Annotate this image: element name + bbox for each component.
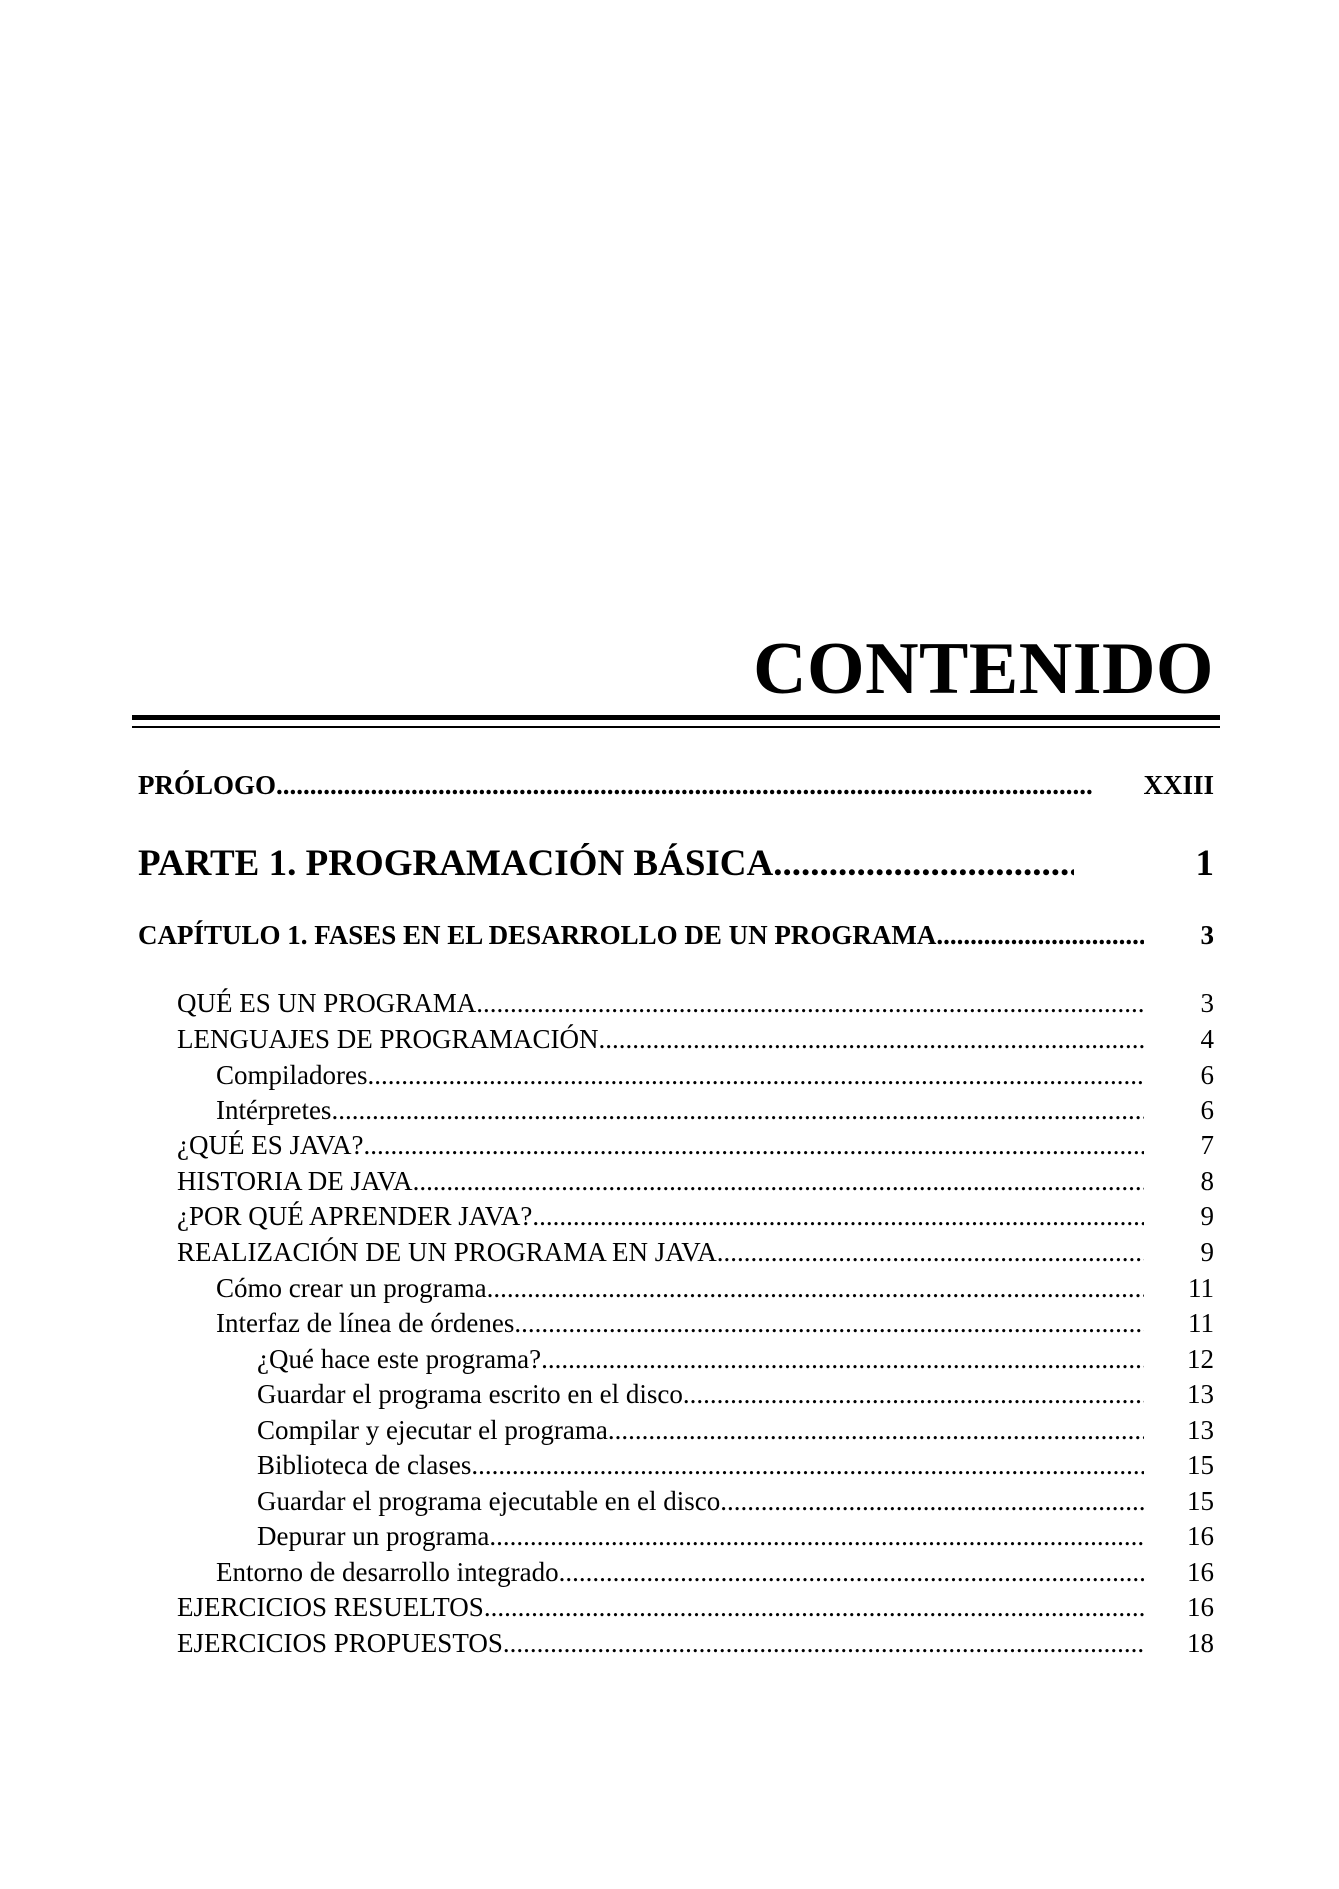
toc-entry-title: Compiladores <box>216 1060 368 1090</box>
toc-leader-dots <box>471 1450 1144 1481</box>
toc-entry <box>177 1024 1214 1055</box>
toc-entry-title: EJERCICIOS RESUELTOS <box>177 1592 484 1622</box>
toc-entry <box>138 843 1214 886</box>
toc-entry-page: 13 <box>1187 1415 1214 1445</box>
toc-entry-title: PRÓLOGO <box>138 770 277 800</box>
toc-entry-title: ¿POR QUÉ APRENDER JAVA? <box>177 1201 533 1231</box>
toc-entry-page: 1 <box>1195 843 1214 884</box>
toc-entry-title: Cómo crear un programa <box>216 1273 487 1303</box>
toc-entry-title: Compilar y ejecutar el programa <box>257 1415 608 1445</box>
toc-entry <box>257 1521 1214 1552</box>
toc-entry-page: XXIII <box>1143 770 1214 800</box>
toc-entry-title: PARTE 1. PROGRAMACIÓN BÁSICA <box>138 843 774 884</box>
toc-entry-page: 15 <box>1187 1450 1214 1480</box>
toc-entry-page: 6 <box>1200 1095 1214 1125</box>
toc-entry <box>177 1628 1214 1659</box>
toc-entry <box>177 1166 1214 1197</box>
toc-entry-title: Depurar un programa <box>257 1521 490 1551</box>
toc-entry-title: Intérpretes <box>216 1095 332 1125</box>
toc-entry <box>216 1060 1214 1091</box>
toc-entry-page: 3 <box>1200 920 1214 950</box>
toc-leader-dots <box>717 1237 1144 1268</box>
toc-entry <box>177 1201 1214 1232</box>
toc-leader-dots <box>276 770 1092 801</box>
toc-leader-dots <box>720 1486 1144 1517</box>
toc-leader-dots <box>514 1308 1144 1339</box>
toc-entry <box>257 1486 1214 1517</box>
toc-entry-page: 16 <box>1187 1521 1214 1551</box>
toc-entry <box>216 1273 1214 1304</box>
toc-entry-title: ¿Qué hace este programa? <box>257 1344 542 1374</box>
toc-entry-title: REALIZACIÓN DE UN PROGRAMA EN JAVA <box>177 1237 717 1267</box>
toc-entry-title: EJERCICIOS PROPUESTOS <box>177 1628 503 1658</box>
toc-leader-dots <box>489 1521 1144 1552</box>
toc-entry-page: 9 <box>1200 1237 1214 1267</box>
title-rule-thin <box>132 726 1220 728</box>
toc-entry-page: 16 <box>1187 1557 1214 1587</box>
toc-entry-page: 11 <box>1188 1308 1214 1338</box>
toc-entry-page: 16 <box>1187 1592 1214 1622</box>
toc-entry-page: 4 <box>1200 1024 1214 1054</box>
toc-entry-title: ¿QUÉ ES JAVA? <box>177 1130 364 1160</box>
toc-entry-title: Biblioteca de clases <box>257 1450 472 1480</box>
toc-entry-page: 6 <box>1200 1060 1214 1090</box>
toc-entry-title: Guardar el programa escrito en el disco <box>257 1379 683 1409</box>
title-rule-thick <box>132 715 1220 720</box>
toc-leader-dots <box>608 1415 1144 1446</box>
toc-entry <box>257 1379 1214 1410</box>
toc-entry-page: 8 <box>1200 1166 1214 1196</box>
toc-entry-title: Guardar el programa ejecutable en el disco <box>257 1486 721 1516</box>
toc-entry-title: QUÉ ES UN PROGRAMA <box>177 988 477 1018</box>
toc-entry-page: 11 <box>1188 1273 1214 1303</box>
toc-entry-title: Interfaz de línea de órdenes <box>216 1308 515 1338</box>
toc-leader-dots <box>367 1060 1144 1091</box>
toc-entry-page: 3 <box>1200 988 1214 1018</box>
toc-leader-dots <box>599 1024 1144 1055</box>
toc-entry <box>257 1344 1214 1375</box>
toc-entry <box>177 1237 1214 1268</box>
toc-entry <box>138 770 1214 801</box>
toc-entry-title: CAPÍTULO 1. FASES EN EL DESARROLLO DE UN PROGRAMA <box>138 920 937 950</box>
toc-entry <box>257 1415 1214 1446</box>
toc-leader-dots <box>683 1379 1144 1410</box>
toc-entry-page: 15 <box>1187 1486 1214 1516</box>
toc-entry <box>216 1095 1214 1126</box>
toc-entry-page: 13 <box>1187 1379 1214 1409</box>
toc-entry-page: 7 <box>1200 1130 1214 1160</box>
toc-entry-title: LENGUAJES DE PROGRAMACIÓN <box>177 1024 599 1054</box>
toc-entry-page: 12 <box>1187 1344 1214 1374</box>
toc-leader-dots <box>773 843 1074 886</box>
toc-leader-dots <box>364 1130 1144 1161</box>
toc-entry <box>138 920 1214 951</box>
toc-entry-title: HISTORIA DE JAVA <box>177 1166 413 1196</box>
toc-entry-page: 9 <box>1200 1201 1214 1231</box>
toc-leader-dots <box>559 1557 1144 1588</box>
toc-leader-dots <box>476 988 1144 1019</box>
toc-entry <box>177 1130 1214 1161</box>
toc-entry <box>257 1450 1214 1481</box>
toc-entry <box>177 1592 1214 1623</box>
toc-leader-dots <box>936 920 1144 951</box>
toc-entry <box>177 988 1214 1019</box>
toc-leader-dots <box>541 1344 1144 1375</box>
toc-entry-title: Entorno de desarrollo integrado <box>216 1557 559 1587</box>
toc-leader-dots <box>331 1095 1144 1126</box>
toc-leader-dots <box>532 1201 1144 1232</box>
toc-leader-dots <box>413 1166 1144 1197</box>
toc-entry-page: 18 <box>1187 1628 1214 1658</box>
toc-entry <box>216 1557 1214 1588</box>
page-title: CONTENIDO <box>753 628 1214 710</box>
toc-leader-dots <box>487 1273 1144 1304</box>
toc-leader-dots <box>503 1628 1144 1659</box>
toc-entry <box>216 1308 1214 1339</box>
toc-leader-dots <box>484 1592 1144 1623</box>
